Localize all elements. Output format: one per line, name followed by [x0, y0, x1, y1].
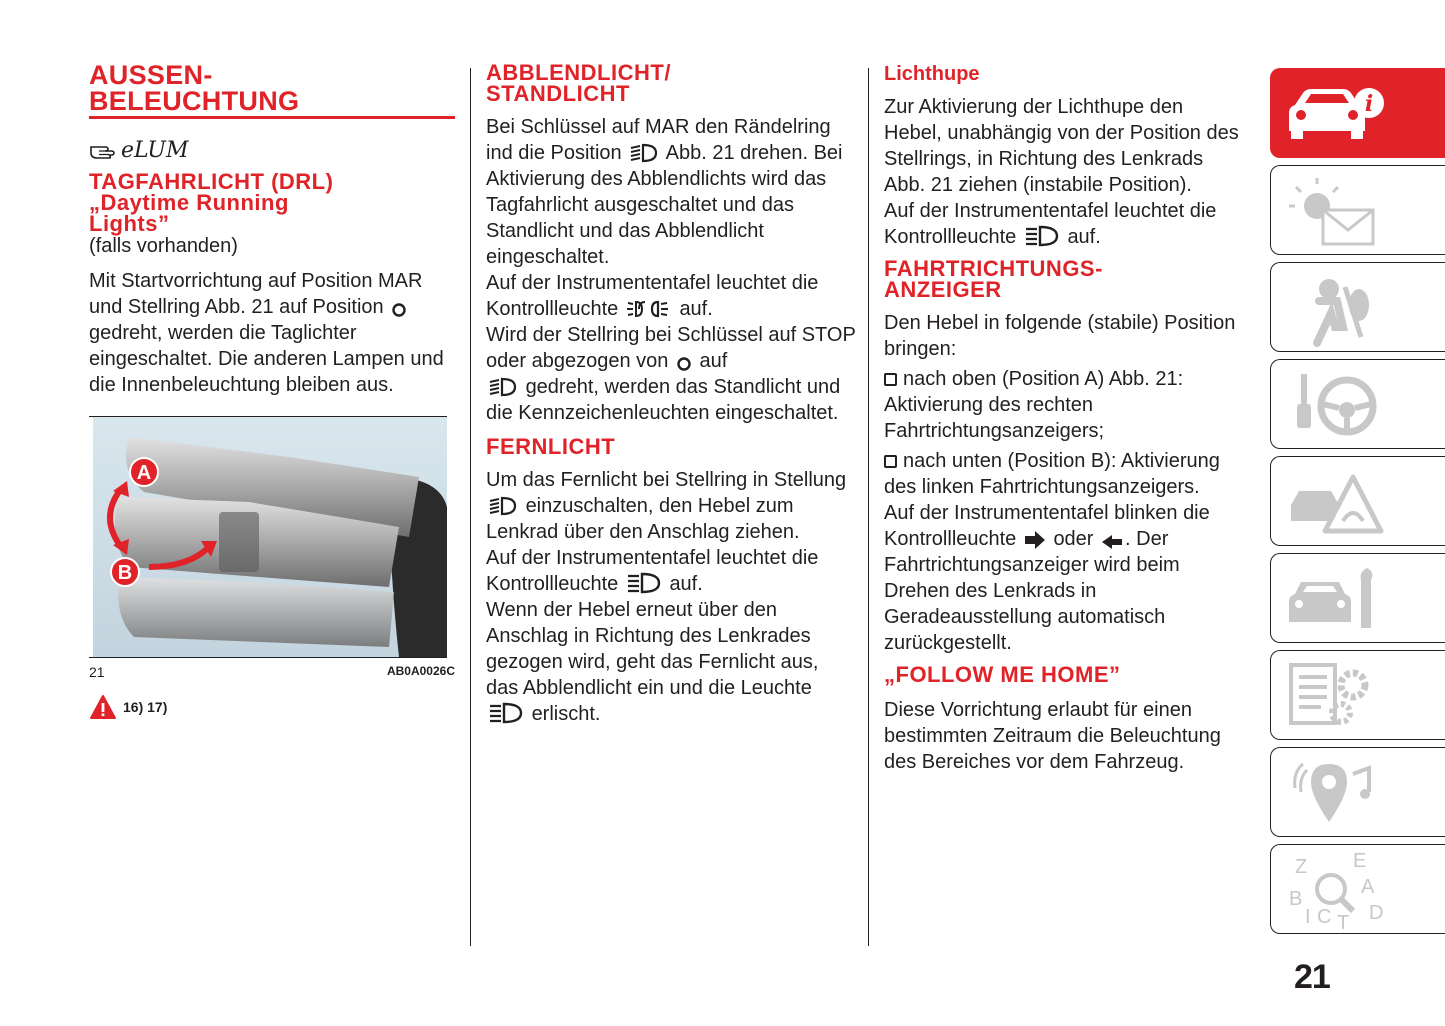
low-beam-paragraph-3: [486, 322, 856, 426]
warning-refs: 16) 17): [123, 699, 168, 715]
position-zero-icon: [391, 301, 407, 317]
flash-paragraph-1: Zur Aktivierung der Lichthupe den Hebel, unabhängig von der Position des Stellrings, in Richtung des Lenkrads Abb. 21 ziehen (instabile Position).: [884, 96, 1239, 196]
indicators-list-text-1: nach oben (Position A) Abb. 21: Aktivierung des rechten Fahrtrichtungsanzeigers;: [884, 368, 1184, 442]
column-flasher-indicators: [884, 62, 1244, 775]
high-beam-text-3a: Wenn der Hebel erneut über den Anschlag in Richtung des Lenkrades gezogen wird, geht das Fernlicht aus, das Abblendlicht ein und die Leuchte: [486, 599, 819, 699]
bullet-icon: [884, 373, 897, 386]
high-beam-icon: [488, 702, 524, 724]
low-beam-icon: [488, 496, 518, 516]
car-info-icon: [1281, 73, 1391, 153]
flash-paragraph-2: [884, 198, 1244, 250]
low-beam-text-1a: Bei Schlüssel auf MAR den Rändelring ind die Position: [486, 116, 831, 164]
low-beam-paragraph-1: [486, 114, 856, 270]
low-beam-paragraph-2: [486, 270, 856, 322]
index-letter: B: [1289, 888, 1303, 910]
high-beam-text-2a: Auf der Instrumententafel leuchtet die Kontrollleuchte: [486, 547, 819, 595]
flash-heading: Lichthupe: [884, 63, 980, 85]
indicators-heading-line2: ANZEIGER: [884, 277, 1002, 302]
tab-safety[interactable]: [1270, 262, 1445, 352]
high-beam-text-1a: Um das Fernlicht bei Stellring in Stellung: [486, 469, 847, 491]
position-zero-icon: [676, 355, 692, 371]
indicators-list-item-1: [884, 366, 1244, 444]
index-letter: D: [1369, 902, 1384, 924]
low-beam-text-3a: Wird der Stellring bei Schlüssel auf STOP oder abgezogen von: [486, 324, 856, 372]
indicators-paragraph-2: [884, 500, 1244, 656]
arrow-left-icon: [1101, 535, 1123, 549]
column-divider-1: [470, 68, 471, 946]
low-beam-text-3b: auf: [699, 350, 728, 372]
figure-number: 21: [89, 664, 105, 680]
drl-paragraph: [89, 268, 455, 398]
section-title-line1: AUSSEN-: [89, 60, 213, 90]
follow-me-home-paragraph: Diese Vorrichtung erlaubt für einen bestimmten Zeitraum die Beleuchtung des Bereiches vor dem Fahrzeug.: [884, 699, 1221, 773]
index-letter: Z: [1295, 856, 1308, 878]
tab-index[interactable]: [1270, 844, 1445, 934]
indicators-list-item-2: [884, 448, 1244, 500]
indicators-list-text-2: nach unten (Position B): Aktivierung des linken Fahrtrichtungsanzeigers.: [884, 450, 1220, 498]
follow-me-home-heading: „FOLLOW ME HOME”: [884, 662, 1121, 687]
low-beam-text-2b: auf.: [679, 298, 713, 320]
section-title-line2: BELEUCHTUNG: [89, 86, 300, 116]
technical-data-icon: [1281, 655, 1391, 735]
drl-text-b: gedreht, werden die Taglichter eingeschaltet. Die anderen Lampen und die Innenbeleuchtung bleiben aus.: [89, 322, 444, 396]
flash-text-2a: Auf der Instrumententafel leuchtet die Kontrollleuchte: [884, 200, 1217, 248]
figure-caption: [89, 664, 455, 680]
multimedia-icon: [1281, 752, 1391, 832]
elum-badge: [89, 135, 455, 165]
index-letter: T: [1337, 912, 1350, 929]
page-number: 21: [1294, 958, 1330, 996]
low-beam-heading-line2: STANDLICHT: [486, 81, 630, 106]
index-letter: I: [1305, 906, 1311, 928]
index-icon: [1281, 849, 1391, 929]
maintenance-icon: [1281, 558, 1391, 638]
high-beam-paragraph-2: [486, 545, 856, 597]
drl-text-a: Mit Startvorrichtung auf Position MAR und Stellring Abb. 21 auf Position: [89, 270, 423, 318]
column-exterior-lighting: [89, 62, 455, 720]
drl-heading-line2: „Daytime Running: [89, 190, 289, 215]
pointing-hand-icon: [89, 139, 119, 161]
figure-code: AB0A0026C: [386, 664, 455, 678]
high-beam-icon: [626, 572, 662, 594]
high-beam-text-2b: auf.: [669, 573, 703, 595]
indicators-text-2b: oder: [1053, 528, 1094, 550]
bullet-icon: [884, 455, 897, 468]
callout-b: B: [117, 562, 133, 584]
indicators-text-2c: . Der Fahrtrichtungsanzeiger wird beim Drehen des Lenkrads in Geradeausstellung automatisch zurückgestellt.: [884, 528, 1180, 654]
tab-emergency[interactable]: [1270, 456, 1445, 546]
airbag-icon: [1281, 267, 1391, 347]
tab-warning-lights[interactable]: [1270, 165, 1445, 255]
warning-reference: [89, 694, 455, 720]
elum-label: eLUM: [121, 137, 189, 163]
warning-triangle-icon: [89, 694, 117, 720]
arrow-right-icon: [1024, 531, 1046, 549]
tab-car-info[interactable]: [1270, 68, 1445, 158]
steering-wheel-icon: [1281, 364, 1391, 444]
high-beam-paragraph-3: [486, 597, 856, 727]
high-beam-text-3b: erlischt.: [531, 703, 601, 725]
drl-heading-line1: TAGFAHRLICHT (DRL): [89, 169, 334, 194]
drl-heading: [89, 171, 455, 234]
section-title: [89, 62, 455, 114]
callout-a: A: [136, 462, 152, 484]
figure-light-stalk: [89, 416, 447, 658]
column-low-beam: [486, 62, 856, 727]
flash-text-2b: auf.: [1067, 226, 1101, 248]
low-beam-text-2a: Auf der Instrumententafel leuchtet die Kontrollleuchte: [486, 272, 819, 320]
tab-starting-driving[interactable]: [1270, 359, 1445, 449]
high-beam-text-1b: einzuschalten, den Hebel zum Lenkrad über den Anschlag ziehen.: [486, 495, 800, 543]
drl-note: (falls vorhanden): [89, 235, 238, 257]
low-beam-text-1b: Abb. 21 drehen. Bei Aktivierung des Abblendlichts wird das Tagfahrlicht ausgeschaltet und das Standlicht und das Abblendlicht eingeschaltet.: [486, 142, 843, 268]
low-beam-heading: [486, 62, 856, 104]
low-beam-text-3c: gedreht, werden das Standlicht und die Kennzeichenleuchten eingeschaltet.: [486, 376, 841, 424]
index-letter: E: [1353, 850, 1367, 872]
breakdown-icon: [1281, 461, 1391, 541]
drl-heading-line3: Lights”: [89, 211, 170, 236]
index-letter: C: [1317, 906, 1332, 928]
column-divider-2: [868, 68, 869, 946]
indicators-text-2a: Auf der Instrumententafel blinken die Kontrollleuchte: [884, 502, 1210, 550]
high-beam-icon: [1024, 225, 1060, 247]
indicators-heading: [884, 258, 1244, 300]
high-beam-heading: FERNLICHT: [486, 434, 616, 459]
svg-text:i: i: [1364, 91, 1374, 117]
indicators-paragraph-1: Den Hebel in folgende (stabile) Position bringen:: [884, 312, 1236, 360]
light-stalk-illustration: [89, 417, 447, 657]
indicators-heading-line1: FAHRTRICHTUNGS-: [884, 256, 1103, 281]
index-letter: A: [1361, 876, 1375, 898]
warning-lights-icon: [1281, 170, 1391, 250]
low-beam-icon: [488, 377, 518, 397]
low-beam-heading-line1: ABBLENDLICHT/: [486, 60, 671, 85]
low-beam-icon: [629, 143, 659, 163]
parking-lights-icon: [626, 299, 672, 319]
tab-maintenance[interactable]: [1270, 553, 1445, 643]
high-beam-paragraph-1: [486, 467, 856, 545]
title-underline: [89, 116, 455, 119]
tab-technical-data[interactable]: [1270, 650, 1445, 740]
tab-multimedia[interactable]: [1270, 747, 1445, 837]
